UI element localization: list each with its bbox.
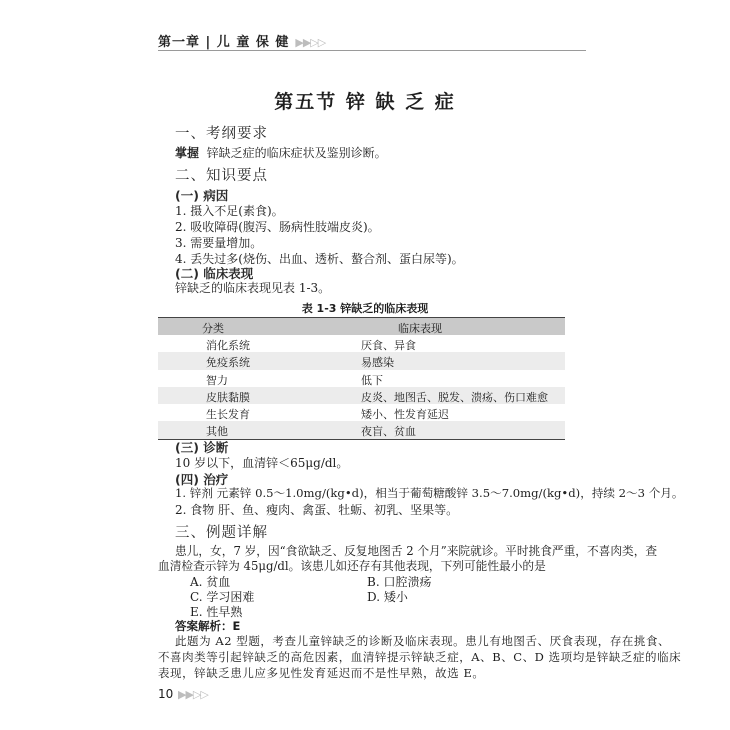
etiology-item: 4. 丢失过多(烧伤、出血、透析、螯合剂、蛋白尿等)。 — [175, 252, 464, 266]
etiology-item: 1. 摄入不足(素食)。 — [175, 204, 284, 218]
footer-arrows-icon: ▶▶▷▷ — [178, 688, 208, 701]
clinical-title: (二) 临床表现 — [175, 266, 254, 281]
header-arrows-icon: ▶▶▷▷ — [295, 36, 326, 49]
question-line: 患儿，女，7 岁，因“食欲缺乏、反复地图舌 2 个月”来院就诊。平时挑食严重，不喜肉类，查 — [175, 544, 658, 558]
table-cell-category: 免疫系统 — [206, 356, 250, 370]
option-a: A. 贫血 — [190, 575, 231, 589]
option-d: D. 矮小 — [367, 590, 408, 604]
table-cell-manifestation: 皮炎、地图舌、脱发、溃疡、伤口难愈 — [361, 390, 548, 404]
table-cell-category: 智力 — [206, 373, 228, 387]
table-cell-manifestation: 矮小、性发育延迟 — [361, 408, 449, 422]
outline-requirement — [175, 144, 387, 161]
answer-label: 答案解析：E — [175, 619, 241, 633]
table-cell-category: 皮肤黏膜 — [206, 390, 250, 404]
explanation-line: 此题为 A2 型题，考查儿童锌缺乏的诊断及临床表现。患儿有地图舌、厌食表现，存在挑食、 — [175, 634, 671, 648]
table-caption: 表 1-3 锌缺乏的临床表现 — [301, 302, 429, 315]
table-cell-manifestation: 厌食、异食 — [361, 339, 416, 352]
table-row — [158, 335, 565, 352]
table-row — [158, 352, 565, 369]
explanation-line: 表现，锌缺乏患儿应多见性发育延迟而不是性早熟，故选 E。 — [158, 666, 485, 680]
outline-label: 掌握 — [175, 146, 200, 160]
option-e: E. 性早熟 — [190, 605, 243, 619]
table-cell-manifestation: 夜盲、贫血 — [361, 425, 416, 439]
etiology-item: 3. 需要量增加。 — [175, 236, 263, 250]
table-cell-manifestation: 易感染 — [361, 356, 394, 370]
table-row — [158, 370, 565, 387]
table-cell-category: 消化系统 — [206, 339, 250, 352]
diagnosis-title: (三) 诊断 — [175, 440, 229, 455]
clinical-table — [158, 317, 565, 440]
explanation-line: 不喜肉类等引起锌缺乏的高危因素，血清锌提示锌缺乏症，A、B、C、D 选项均是锌缺乏症的临床 — [158, 650, 682, 664]
page-number: 10 — [158, 687, 174, 701]
table-row — [158, 421, 565, 438]
outline-heading: 一、考纲要求 — [175, 126, 268, 142]
section-title: 第五节 锌 缺 乏 症 — [274, 91, 456, 113]
question-line: 血清检查示锌为 45μg/dl。该患儿如还存有其他表现，下列可能性最小的是 — [158, 559, 546, 573]
clinical-text: 锌缺乏的临床表现见表 1-3。 — [175, 281, 331, 295]
option-c: C. 学习困难 — [190, 590, 255, 604]
knowledge-heading: 二、知识要点 — [175, 168, 268, 184]
header-divider — [158, 50, 586, 51]
treatment-item: 1. 锌剂 元素锌 0.5～1.0mg/(kg•d)，相当于葡萄糖酸锌 3.5～7.0mg/(kg•d)，持续 2～3 个月。 — [175, 486, 684, 500]
example-heading: 三、例题详解 — [175, 525, 268, 541]
treatment-title: (四) 治疗 — [175, 472, 229, 487]
etiology-title: (一) 病因 — [175, 188, 229, 203]
table-cell-category: 生长发育 — [206, 408, 250, 422]
table-row — [158, 387, 565, 404]
table-header-manifestation: 临床表现 — [398, 322, 442, 335]
outline-text: 锌缺乏症的临床症状及鉴别诊断。 — [206, 146, 387, 160]
diagnosis-text: 10 岁以下，血清锌＜65μg/dl。 — [175, 456, 349, 470]
table-cell-category: 其他 — [206, 425, 228, 439]
running-header — [158, 31, 325, 50]
table-header-category: 分类 — [202, 322, 224, 335]
etiology-item: 2. 吸收障碍(腹泻、肠病性肢端皮炎)。 — [175, 220, 380, 234]
table-row — [158, 404, 565, 421]
option-b: B. 口腔溃疡 — [367, 575, 432, 589]
table-header-row — [158, 318, 565, 335]
treatment-item: 2. 食物 肝、鱼、瘦肉、禽蛋、牡蛎、初乳、坚果等。 — [175, 503, 459, 517]
chapter-title: 第一章 | 儿 童 保 健 — [158, 35, 290, 50]
table-cell-manifestation: 低下 — [361, 373, 383, 387]
